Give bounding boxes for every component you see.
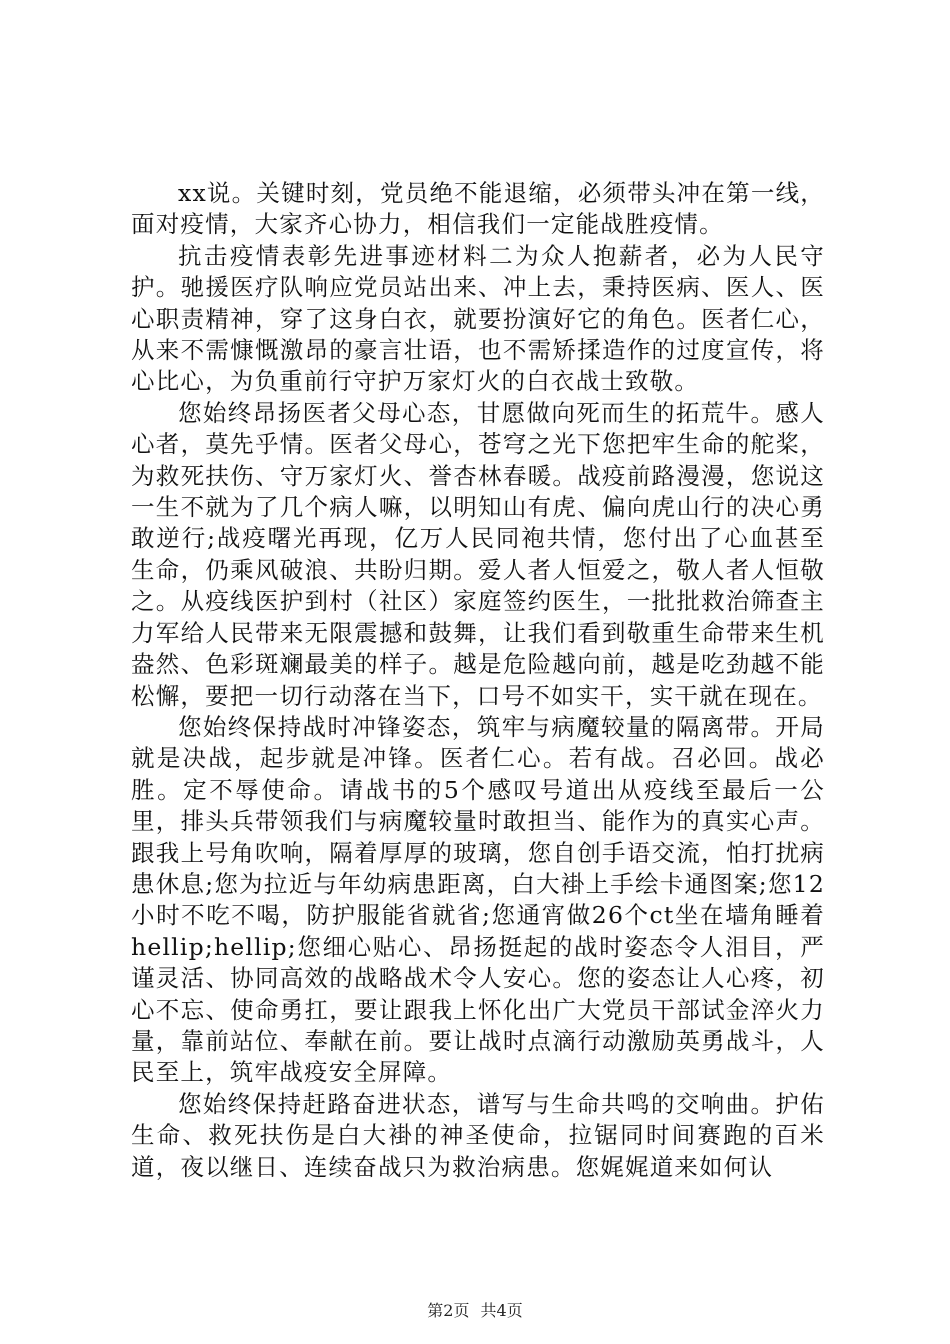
- paragraph: xx说。关键时刻，党员绝不能退缩，必须带头冲在第一线，面对疫情，大家齐心协力，相信我们一定能战胜疫情。: [131, 179, 825, 239]
- page-footer: [0, 1298, 950, 1321]
- paragraph: 您始终保持赶路奋进状态，谱写与生命共鸣的交响曲。护佑生命、救死扶伤是白大褂的神圣使命，拉锯同时间赛跑的百米道，夜以继日、连续奋战只为救治病患。您娓娓道来如何认: [131, 1089, 825, 1181]
- document-body: [131, 178, 825, 1183]
- paragraph: 您始终保持战时冲锋姿态，筑牢与病魔较量的隔离带。开局就是决战，起步就是冲锋。医者仁心。若有战。召必回。战必胜。定不辱使命。请战书的5个感叹号道出从疫线至最后一公里，排头兵带领我们与病魔较量时敢担当、能作为的真实心声。跟我上号角吹响，隔着厚厚的玻璃，您自创手语交流，怕打扰病患休息;您为拉近与年幼病患距离，白大褂上手绘卡通图案;您12小时不吃不喝，防护服能省就省;您通宵做26个ct坐在墙角睡着hellip;hellip;您细心贴心、昂扬挺起的战时姿态令人泪目，严谨灵活、协同高效的战略战术令人安心。您的姿态让人心疼，初心不忘、使命勇扛，要让跟我上怀化出广大党员干部试金淬火力量，靠前站位、奉献在前。要让战时点滴行动激励英勇战斗，人民至上，筑牢战疫安全屏障。: [131, 712, 825, 1087]
- paragraph: 您始终昂扬医者父母心态，甘愿做向死而生的拓荒牛。感人心者，莫先乎情。医者父母心，苍穹之光下您把牢生命的舵桨，为救死扶伤、守万家灯火、誉杏林春暖。战疫前路漫漫，您说这一生不就为了几个病人嘛，以明知山有虎、偏向虎山行的决心勇敢逆行;战疫曙光再现，亿万人民同袍共情，您付出了心血甚至生命，仍乘风破浪、共盼归期。爱人者人恒爱之，敬人者人恒敬之。从疫线医护到村（社区）家庭签约医生，一批批救治筛查主力军给人民带来无限震撼和鼓舞，让我们看到敬重生命带来生机盎然、色彩斑斓最美的样子。越是危险越向前，越是吃劲越不能松懈，要把一切行动落在当下，口号不如实干，实干就在现在。: [131, 398, 825, 710]
- page-total: 共4页: [480, 1301, 523, 1320]
- paragraph: 抗击疫情表彰先进事迹材料二为众人抱薪者，必为人民守护。驰援医疗队响应党员站出来、冲上去，秉持医病、医人、医心职责精神，穿了这身白衣，就要扮演好它的角色。医者仁心，从来不需慷慨激昂的豪言壮语，也不需矫揉造作的过度宣传，将心比心，为负重前行守护万家灯火的白衣战士致敬。: [131, 241, 825, 396]
- page-number: 第2页: [427, 1301, 470, 1320]
